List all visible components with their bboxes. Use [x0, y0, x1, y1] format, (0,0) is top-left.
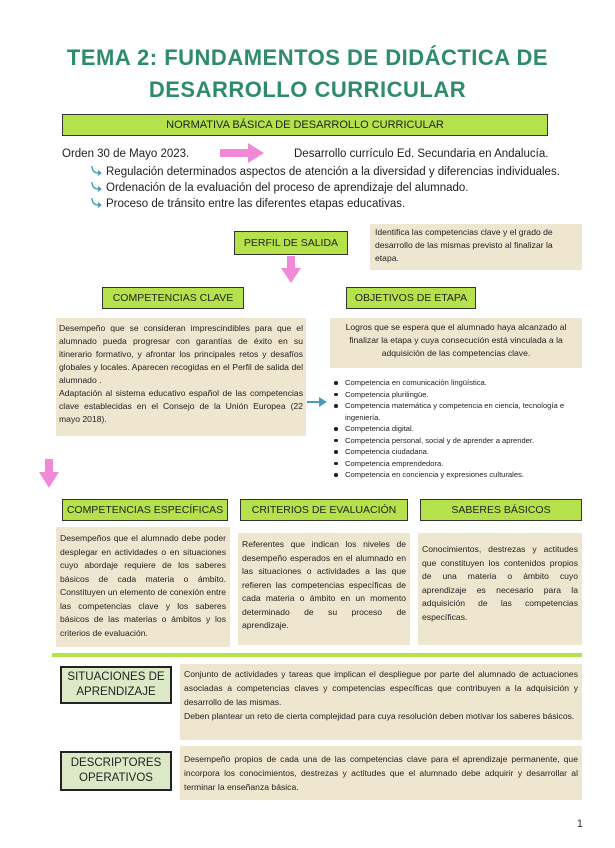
desarrollo-text: Desarrollo currículo Ed. Secundaria en Andalucía.	[294, 148, 549, 160]
situaciones-text-2: Deben plantear un reto de cierta complejidad para cuya resolución deben motivar los saberes básicos.	[184, 711, 575, 721]
criterios-evaluacion-text: Referentes que indican los niveles de desempeño esperados en el alumnado en las situaciones o actividades a las que refieren las competencias específicas de cada materia o ámbito en un momento determinado de su proceso de aprendizaje.	[238, 533, 410, 645]
pink-arrow-down-icon	[38, 459, 60, 489]
situaciones-aprendizaje-label: SITUACIONES DE APRENDIZAJE	[60, 666, 172, 704]
page-number: 1	[576, 818, 583, 830]
saberes-basicos-label: SABERES BÁSICOS	[420, 499, 582, 521]
competencias-especificas-text: Desempeños que el alumnado debe poder desplegar en actividades o en situaciones cuyo abordaje requiere de los saberes básicos de cada materia o ámbito. Constituyen un elemento de conexión entre las competencias clave y los saberes básicos de las materias o ámbitos y los criterios de evaluación.	[56, 527, 230, 647]
competencias-clave-text-1: Desempeño que se consideran imprescindibles para que el alumnado pueda progresar con garantías de éxito en su itinerario formativo, y afrontar los principales retos y desafíos globales y locales. Aparecen recogidas en el Perfil de salida del alumnado .	[59, 323, 303, 385]
objetivos-etapa-label: OBJETIVOS DE ETAPA	[346, 287, 476, 309]
competencias-list	[333, 377, 583, 481]
competencia-item: Competencia en comunicación lingüística.	[333, 377, 583, 389]
descriptores-operativos-label: DESCRIPTORES OPERATIVOS	[60, 751, 172, 791]
criterios-evaluacion-label: CRITERIOS DE EVALUACIÓN	[240, 499, 408, 521]
pink-arrow-right-icon	[218, 142, 266, 164]
normativa-heading: NORMATIVA BÁSICA DE DESARROLLO CURRICULAR	[62, 114, 548, 136]
section-divider	[52, 653, 582, 657]
curved-arrow-icon	[90, 181, 103, 193]
list-item-text: Ordenación de la evaluación del proceso de aprendizaje del alumnado.	[106, 182, 469, 194]
saberes-basicos-text: Conocimientos, destrezas y actitudes que constituyen los contenidos propios de una materia o ámbito cuyo aprendizaje es necesario para la adquisición de las competencias específicas.	[418, 533, 582, 645]
blue-arrow-right-icon	[307, 396, 329, 408]
title-line-1: TEMA 2: FUNDAMENTOS DE DIDÁCTICA DE	[66, 45, 549, 70]
curved-arrow-icon	[90, 197, 103, 209]
competencia-item: Competencia ciudadana.	[333, 446, 583, 458]
title-line-2: DESARROLLO CURRICULAR	[148, 77, 467, 102]
list-item	[90, 164, 560, 180]
perfil-salida-label: PERFIL DE SALIDA	[234, 231, 348, 255]
normativa-list	[90, 164, 560, 212]
list-item	[90, 180, 560, 196]
competencia-item: Competencia emprendedora.	[333, 458, 583, 470]
situaciones-text-1: Conjunto de actividades y tareas que implican el despliegue por parte del alumnado de actuaciones asociadas a competencias claves y competencias específicas que contribuyen a la adquisición y desarrollo de las mismas.	[184, 669, 578, 707]
descriptores-operativos-text: Desempeño propios de cada una de las competencias clave para el aprendizaje permanente, que incorpora los conocimientos, destrezas y actitudes que el alumnado debe adquirir y desarrollar al terminar la enseñanza básica.	[180, 746, 582, 800]
pink-arrow-down-icon	[280, 256, 302, 284]
competencia-item: Competencia matemática y competencia en ciencia, tecnología e ingeniería.	[333, 400, 583, 423]
list-item	[90, 196, 560, 212]
list-item-text: Regulación determinados aspectos de atención a la diversidad y diferencias individuales.	[106, 166, 560, 178]
competencia-item: Competencia plurilingüe.	[333, 389, 583, 401]
curved-arrow-icon	[90, 165, 103, 177]
page-title	[0, 42, 615, 106]
competencia-item: Competencia digital.	[333, 423, 583, 435]
competencias-clave-label: COMPETENCIAS CLAVE	[102, 287, 244, 309]
competencia-item: Competencia personal, social y de aprender a aprender.	[333, 435, 583, 447]
competencias-clave-box	[56, 318, 306, 436]
objetivos-etapa-text: Logros que se espera que el alumnado haya alcanzado al finalizar la etapa y cuya consecución está vinculada a la adquisición de las competencias clave.	[330, 318, 582, 368]
orden-row	[62, 148, 582, 164]
competencias-especificas-label: COMPETENCIAS ESPECÍFICAS	[62, 499, 228, 521]
competencia-item: Competencia en conciencia y expresiones culturales.	[333, 469, 583, 481]
orden-text: Orden 30 de Mayo 2023.	[62, 148, 190, 160]
list-item-text: Proceso de tránsito entre las diferentes etapas educativas.	[106, 198, 406, 210]
perfil-salida-description: Identifica las competencias clave y el grado de desarrollo de las mismas previsto al finalizar la etapa.	[370, 224, 582, 270]
situaciones-aprendizaje-box	[180, 664, 582, 740]
competencias-clave-text-2: Adaptación al sistema educativo español de las competencias clave establecidas en el Consejo de la Unión Europea (22 mayo 2018).	[59, 388, 303, 424]
